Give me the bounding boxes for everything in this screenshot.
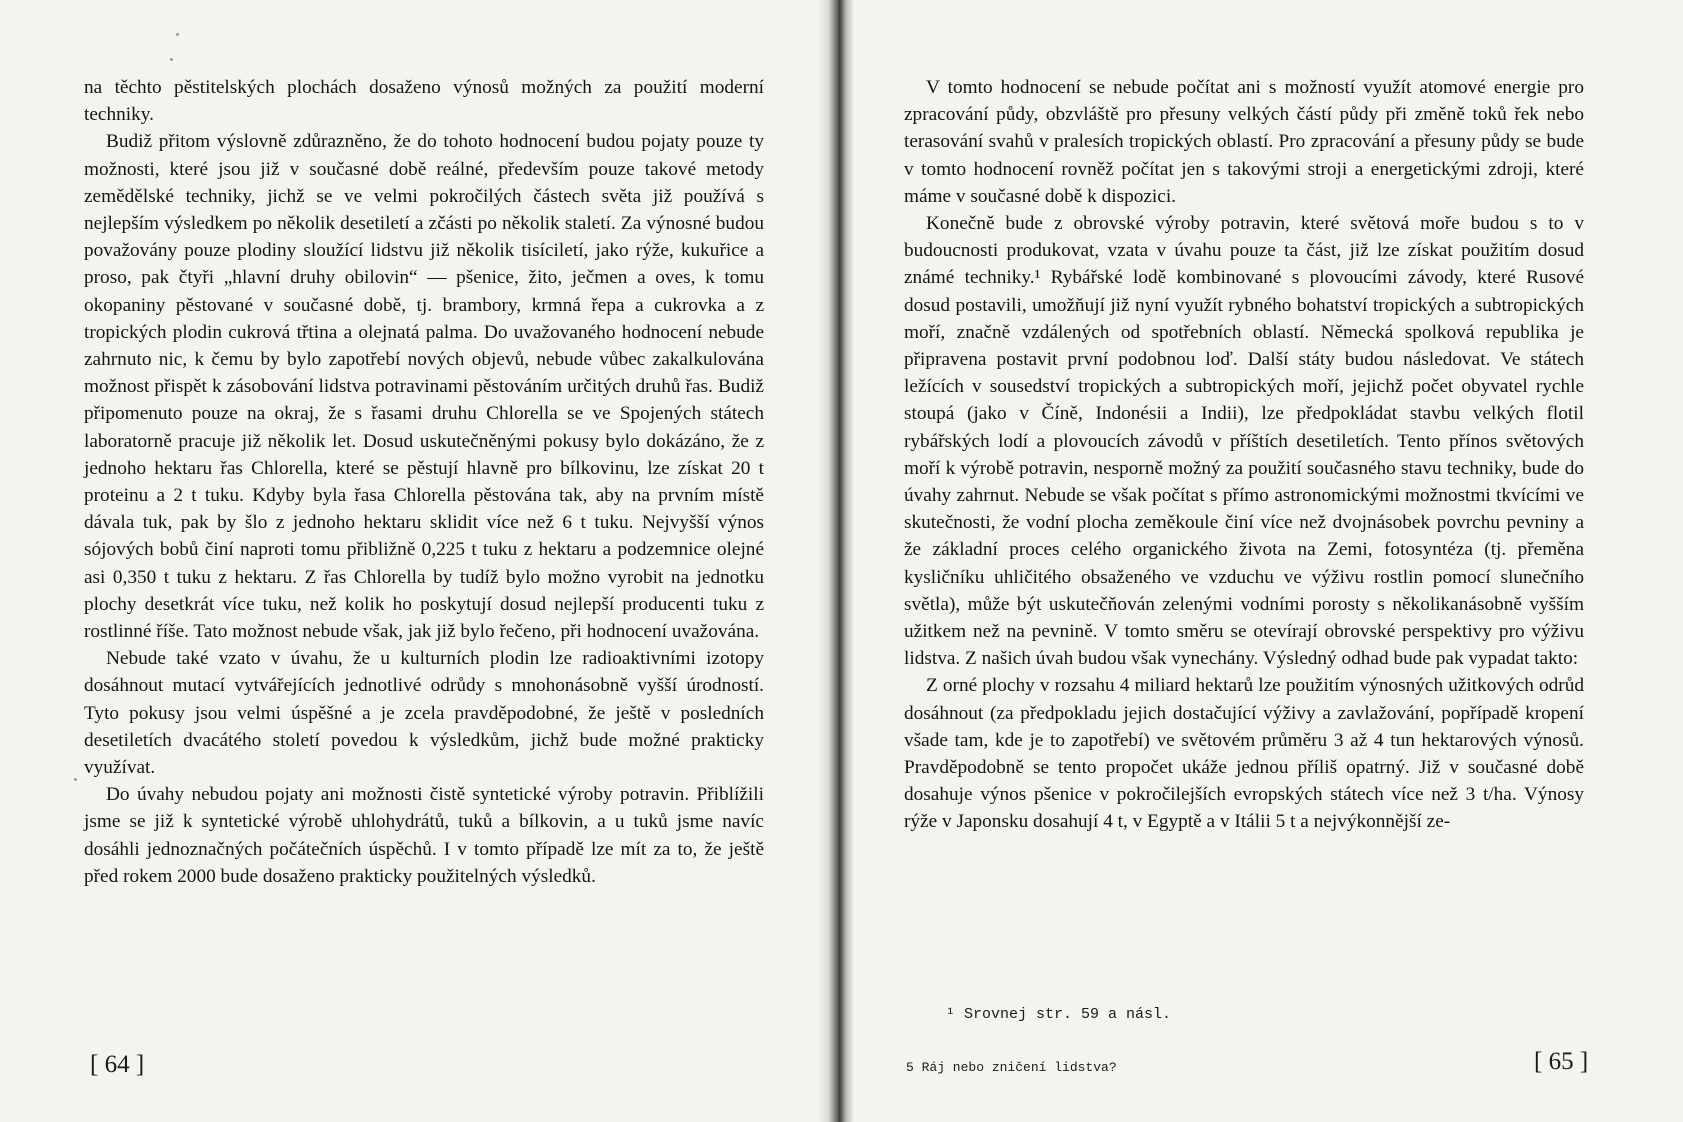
right-paragraph-1: V tomto hodnocení se nebude počítat ani s možností využít atomové energie pro zpracování půdy, obzvláště pro přesuny velkých částí půdy při změně toků řek nebo terasování svahů v pralesích tropických oblastí. Pro zpracování a přesuny půdy se bude v tomto hodnocení rovněž počítat jen s takovými stroji a energetickými zdroji, které máme v současné době k dispozici. [904,77,1584,207]
paper-speck [176,33,179,36]
left-paragraph-4: Do úvahy nebudou pojaty ani možnosti čistě syntetické výroby potravin. Přiblížili jsme se již k syntetické výrobě uhlohydrátů, tuků a bílkovin, a u tuků jsme navíc dosáhli jednoznačných počátečních úspěchů. I v tomto případě lze mít za to, že ještě před rokem 2000 bude dosaženo prakticky použitelných výsledků. [84,784,764,887]
left-page-number: [ 64 ] [90,1051,145,1078]
right-paragraph-3: Z orné plochy v rozsahu 4 miliard hektarů lze použitím výnosných užitkových odrůd dosáhnout (za předpokladu jejich dostačující výživy a zavlažování, popřípadě kropení všade tam, kde je to zapotřebí) ve světovém průměru 3 až 4 tun hektarových výnosů. Pravděpodobně se tento propočet ukáže jednou příliš opatrný. Již v současné době dosahuje výnos pšenice v pokročilejších evropských státech více než 3 t/ha. Výnosy rýže v Japonsku dosahují 4 t, v Egyptě a v Itálii 5 t a nejvýkonnější ze- [904,675,1584,833]
right-paragraph-2: Konečně bude z obrovské výroby potravin, které světová moře budou s to v budoucnosti produkovat, vzata v úvahu pouze ta část, již lze získat použitím dosud známé techniky.¹ Rybářské lodě kombinované s plovoucími závody, které Rusové dosud postavili, umožňují již nyní využít rybného bohatství tropických a subtropických moří, značně vzdálených od spotřebních oblastí. Německá spolková republika je připravena postavit první podobnou loď. Další státy budou následovat. Ve státech ležících v sousedství tropických a subtropických moří, jejichž počet obyvatel rychle stoupá (jako v Číně, Indonésii a Indii), lze předpokládat stavbu velkých flotil rybářských lodí a plovoucích závodů v příštích desetiletích. Tento přínos světových moří k výrobě potravin, nesporně možný za použití současného stavu techniky, bude do úvahy zahrnut. Nebude se však počítat s přímo astronomickými možnostmi tkvícími ve skutečnosti, že vodní plocha zeměkoule činí více než dvojnásobek povrchu pevniny a že základní proces celého organického života na Zemi, fotosyntéza (tj. přeměna kysličníku uhličitého obsaženého ve vzduchu ve výživu rostlin pomocí slunečního světla), může být uskutečňován zelenými vodními porosty s několikanásobně vyšším užitkem než na pevnině. V tomto směru se otevírají obrovské perspektivy pro výživu lidstva. Z našich úvah budou však vynechány. Výsledný odhad bude pak vypadat takto: [904,213,1584,670]
paper-speck [170,58,173,61]
paper-speck [74,778,77,781]
sheet-signature: 5 Ráj nebo zničení lidstva? [906,1060,1117,1075]
right-footnote: ¹ Srovnej str. 59 a násl. [946,1006,1172,1023]
right-page-number: [ 65 ] [1534,1048,1589,1075]
right-page [904,74,1584,836]
left-paragraph-1: na těchto pěstitelských plochách dosaženo výnosů možných za použití moderní techniky. [84,77,764,126]
book-gutter [818,0,854,1122]
left-paragraph-2: Budiž přitom výslovně zdůrazněno, že do tohoto hodnocení budou pojaty pouze ty možnosti, které jsou již v současné době reálné, především pouze takové metody zemědělské techniky, jichž se ve velmi pokročilých částech světa již používá s nejlepším výsledkem po několik desetiletí a zčásti po několik staletí. Za výnosné budou považovány pouze plodiny sloužící lidstvu již několik tisíciletí, jako rýže, kukuřice a proso, pak čtyři „hlavní druhy obilovin“ — pšenice, žito, ječmen a oves, k tomu okopaniny pěstované v současné době, tj. brambory, krmná řepa a cukrovka a z tropických plodin cukrová třtina a olejnatá palma. Do uvažovaného hodnocení nebude zahrnuto nic, k čemu by bylo zapotřebí nových objevů, nebude vůbec zakalkulována možnost přispět k zásobování lidstva potravinami pěstováním určitých druhů řas. Budiž připomenuto pouze na okraj, že s řasami druhu Chlorella se ve Spojených státech laboratorně pracuje již několik let. Dosud uskutečněnými pokusy bylo dokázáno, že z jednoho hektaru řas Chlorella, které se pěstují hlavně pro bílkovinu, lze získat 20 t proteinu a 2 t tuku. Kdyby byla řasa Chlorella pěstována tak, aby na prvním místě dávala tuk, pak by šlo z jednoho hektaru sklidit více než 6 t tuku. Nejvyšší výnos sójových bobů činí naproti tomu přibližně 0,225 t tuku z hektaru a podzemnice olejné asi 0,350 t tuku z hektaru. Z řas Chlorella by tudíž bylo možno vyrobit na jednotku plochy desetkrát více tuku, než kolik ho poskytují dosud nejlepší producenti tuku z rostlinné říše. Tato možnost nebude však, jak již bylo řečeno, při hodnocení uvažována. [84,131,764,643]
left-page [84,74,764,890]
left-paragraph-3: Nebude také vzato v úvahu, že u kulturních plodin lze radioaktivními izotopy dosáhnout mutací vytvářejících jednotlivé odrůdy s mnohonásobně vyšší úrodností. Tyto pokusy jsou velmi úspěšné a je zcela pravděpodobné, že ještě v posledních desetiletích dvacátého století povedou k výsledkům, jichž bude možné prakticky využívat. [84,648,764,779]
